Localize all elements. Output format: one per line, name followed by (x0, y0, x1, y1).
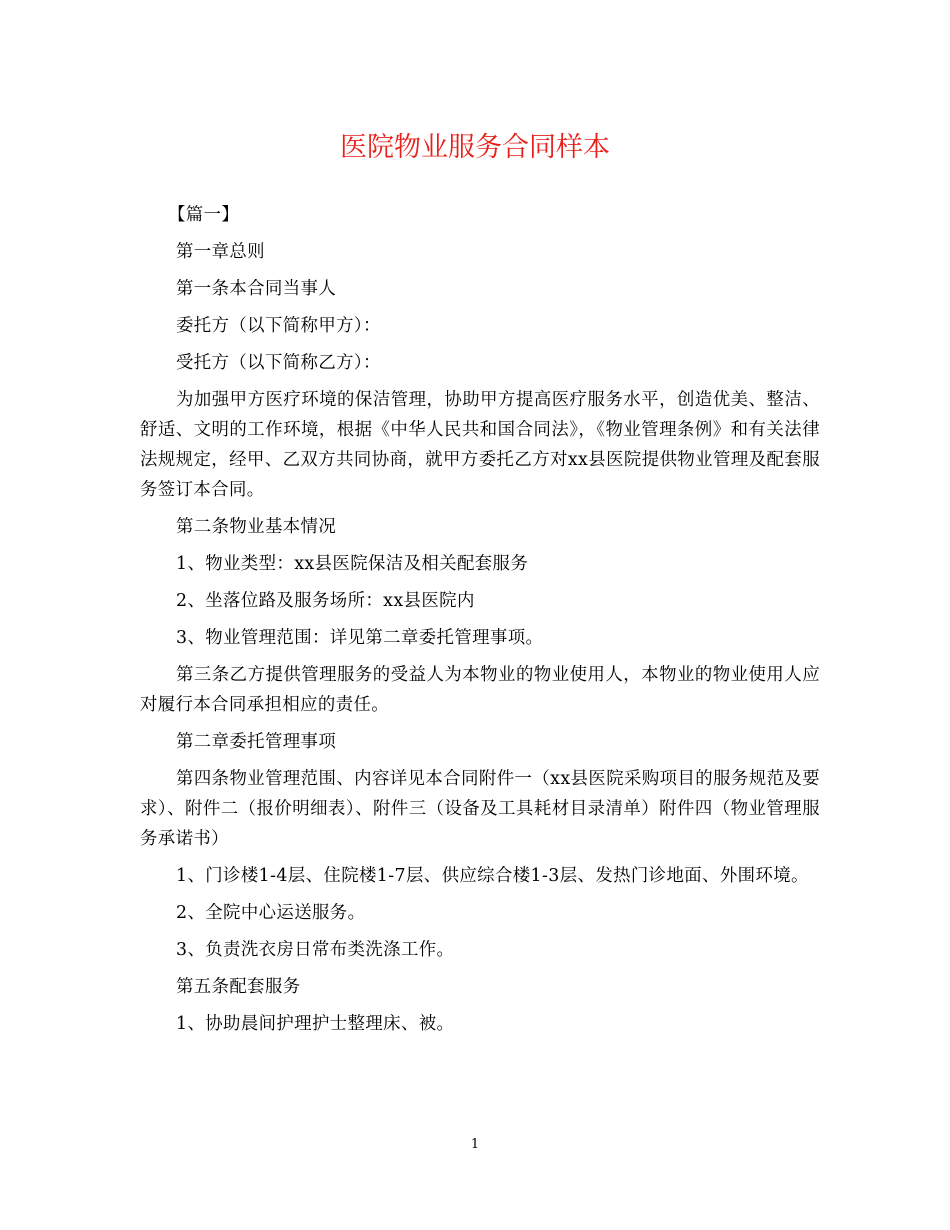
article-heading: 第五条配套服务 (176, 977, 301, 997)
list-item: 3、物业管理范围：详见第二章委托管理事项。 (176, 628, 544, 648)
list-item: 2、全院中心运送服务。 (176, 903, 366, 923)
party-a-line: 委托方（以下简称甲方）： (176, 316, 381, 336)
section-label: 【篇一】 (168, 205, 240, 225)
list-item: 1、物业类型：xx县医院保洁及相关配套服务 (176, 554, 529, 574)
document-title: 医院物业服务合同样本 (340, 132, 610, 163)
list-item: 3、负责洗衣房日常布类洗涤工作。 (176, 940, 455, 960)
body-paragraph: 第四条物业管理范围、内容详见本合同附件一（xx县医院采购项目的服务规范及要求）、附件二（报价明细表）、附件三（设备及工具耗材目录清单）附件四（物业管理服务承诺书） (140, 769, 820, 849)
list-item: 1、门诊楼1-4层、住院楼1-7层、供应综合楼1-3层、发热门诊地面、外围环境。 (176, 866, 809, 886)
party-b-line: 受托方（以下简称乙方）： (176, 353, 381, 373)
body-paragraph: 第三条乙方提供管理服务的受益人为本物业的物业使用人，本物业的物业使用人应对履行本合同承担相应的责任。 (140, 665, 820, 715)
chapter-heading: 第一章总则 (176, 242, 265, 262)
page-number: 1 (470, 1137, 480, 1152)
body-paragraph: 为加强甲方医疗环境的保洁管理，协助甲方提高医疗服务水平，创造优美、整洁、舒适、文明的工作环境，根据《中华人民共和国合同法》，《物业管理条例》和有关法律法规规定，经甲、乙双方共同协商，就甲方委托乙方对xx县医院提供物业管理及配套服务签订本合同。 (140, 390, 820, 500)
article-heading: 第二条物业基本情况 (176, 517, 337, 537)
article-heading: 第一条本合同当事人 (176, 279, 337, 299)
list-item: 2、坐落位路及服务场所：xx县医院内 (176, 591, 475, 611)
document-body (140, 200, 820, 1046)
chapter-heading: 第二章委托管理事项 (176, 732, 337, 752)
list-item: 1、协助晨间护理护士整理床、被。 (176, 1014, 455, 1034)
